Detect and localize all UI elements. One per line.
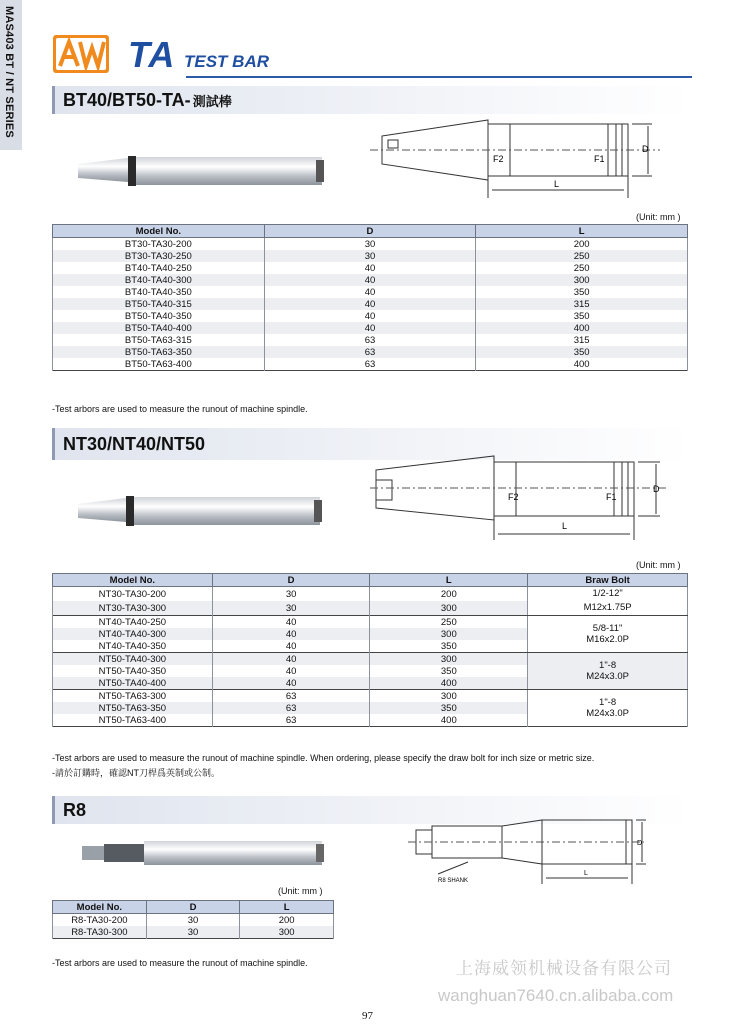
bt-section-marker [52, 86, 55, 114]
d-cell: 30 [264, 250, 476, 262]
bolt-cell [528, 690, 688, 727]
d-cell: 63 [212, 714, 370, 727]
nt-col-l: L [370, 574, 528, 587]
model-cell: BT50-TA63-400 [53, 358, 265, 371]
l-cell: 400 [370, 714, 528, 727]
model-cell: BT50-TA40-400 [53, 322, 265, 334]
footer-company: 上海威领机械设备有限公司 [456, 959, 672, 978]
side-tab [0, 0, 22, 150]
d-cell: 30 [146, 914, 240, 927]
nt-bar-photo [72, 490, 334, 534]
bolt-inch: 1"-8 [599, 660, 617, 671]
bolt-inch: 5/8-11" [592, 623, 623, 634]
d-cell: 30 [212, 601, 370, 616]
d-cell: 63 [264, 334, 476, 346]
nt-diagram-l: L [562, 521, 568, 531]
d-cell: 40 [212, 628, 370, 640]
r8-col-l: L [240, 901, 334, 914]
bt-bar-photo [70, 150, 340, 194]
bt-diagram-l: L [554, 179, 560, 189]
model-cell: NT50-TA40-300 [53, 653, 213, 666]
table-row [53, 250, 688, 262]
bolt-cell [528, 587, 688, 616]
footer-site: wanghuan7640.cn.alibaba.com [438, 986, 674, 1005]
bolt-metric: M24x3.0P [586, 708, 629, 719]
nt-col-model: Model No. [53, 574, 213, 587]
bt-table [52, 224, 688, 371]
bt-note: -Test arbors are used to measure the runout of machine spindle. [52, 404, 308, 414]
r8-col-model: Model No. [53, 901, 147, 914]
model-cell: BT50-TA40-350 [53, 310, 265, 322]
l-cell: 300 [370, 690, 528, 703]
model-cell: R8-TA30-200 [53, 914, 147, 927]
nt-col-d: D [212, 574, 370, 587]
bt-col-l: L [476, 225, 688, 238]
l-cell: 200 [476, 238, 688, 251]
l-cell: 250 [476, 262, 688, 274]
r8-table [52, 900, 334, 939]
r8-dimension-diagram [408, 812, 648, 888]
model-cell: BT30-TA30-250 [53, 250, 265, 262]
table-row [53, 914, 334, 927]
bolt-metric: M24x3.0P [586, 671, 629, 682]
d-cell: 30 [146, 926, 240, 939]
l-cell: 315 [476, 298, 688, 310]
table-row [53, 926, 334, 939]
nt-col-bolt: Braw Bolt [528, 574, 688, 587]
side-tab-label: MAS403 BT / NT SERIES [3, 6, 15, 138]
r8-diagram-l: L [584, 870, 588, 877]
bolt-cell [528, 616, 688, 653]
d-cell: 63 [212, 702, 370, 714]
model-cell: NT30-TA30-300 [53, 601, 213, 616]
l-cell: 400 [370, 677, 528, 690]
nt-section-marker [52, 428, 55, 460]
table-row [53, 358, 688, 371]
model-cell: NT50-TA63-350 [53, 702, 213, 714]
table-row [53, 310, 688, 322]
model-cell: NT30-TA30-200 [53, 587, 213, 602]
l-cell: 300 [240, 926, 334, 939]
table-row [53, 587, 688, 602]
bt-dimension-diagram [370, 110, 670, 202]
l-cell: 300 [370, 628, 528, 640]
nt-section-title: NT30/NT40/NT50 [63, 434, 206, 454]
bt-diagram-d: D [642, 144, 649, 154]
page-number: 97 [362, 1010, 373, 1022]
model-cell: BT40-TA40-350 [53, 286, 265, 298]
model-cell: BT40-TA40-250 [53, 262, 265, 274]
d-cell: 40 [212, 677, 370, 690]
table-row [53, 334, 688, 346]
brand-logo [52, 34, 110, 74]
d-cell: 40 [264, 274, 476, 286]
r8-col-d: D [146, 901, 240, 914]
model-cell: NT50-TA63-300 [53, 690, 213, 703]
bt-section-title [63, 90, 232, 111]
l-cell: 315 [476, 334, 688, 346]
table-row [53, 262, 688, 274]
bt-diagram-f2: F2 [493, 154, 504, 164]
model-cell: NT40-TA40-250 [53, 616, 213, 629]
l-cell: 350 [476, 310, 688, 322]
table-row [53, 346, 688, 358]
bolt-cell [528, 653, 688, 690]
d-cell: 40 [212, 616, 370, 629]
bolt-inch: 1/2-12" [592, 588, 623, 599]
l-cell: 200 [370, 587, 528, 602]
r8-diagram-shank: R8 SHANK [438, 878, 469, 884]
model-cell: R8-TA30-300 [53, 926, 147, 939]
model-cell: BT50-TA63-315 [53, 334, 265, 346]
r8-section-marker [52, 796, 55, 824]
d-cell: 40 [264, 310, 476, 322]
table-row [53, 238, 688, 251]
r8-bar-photo [80, 838, 330, 868]
r8-diagram-d: D [637, 840, 643, 847]
nt-note: -Test arbors are used to measure the runout of machine spindle. When ordering, please specify the draw bolt for inch size or metric size. [52, 753, 595, 763]
model-cell: NT40-TA40-350 [53, 640, 213, 653]
bt-title-text: BT40/BT50-TA- [63, 90, 191, 110]
nt-unit: (Unit: mm ) [636, 560, 681, 570]
model-cell: BT30-TA30-200 [53, 238, 265, 251]
bolt-inch: 1"-8 [599, 697, 617, 708]
table-row [53, 616, 688, 629]
d-cell: 40 [264, 298, 476, 310]
brand-subtitle: TEST BAR [184, 52, 269, 71]
bt-title-cn: 測試棒 [192, 94, 232, 109]
d-cell: 63 [264, 346, 476, 358]
d-cell: 40 [212, 665, 370, 677]
brand-title: TA [128, 34, 176, 75]
d-cell: 63 [264, 358, 476, 371]
l-cell: 400 [476, 358, 688, 371]
l-cell: 400 [476, 322, 688, 334]
l-cell: 350 [370, 665, 528, 677]
l-cell: 300 [370, 653, 528, 666]
l-cell: 300 [370, 601, 528, 616]
bolt-metric: M12x1.75P [583, 602, 632, 613]
d-cell: 40 [264, 322, 476, 334]
table-row [53, 274, 688, 286]
l-cell: 350 [370, 702, 528, 714]
table-row [53, 322, 688, 334]
l-cell: 250 [370, 616, 528, 629]
model-cell: BT40-TA40-300 [53, 274, 265, 286]
l-cell: 250 [476, 250, 688, 262]
nt-diagram-d: D [653, 484, 660, 494]
r8-note: -Test arbors are used to measure the runout of machine spindle. [52, 958, 308, 968]
table-row [53, 286, 688, 298]
d-cell: 30 [264, 238, 476, 251]
l-cell: 200 [240, 914, 334, 927]
nt-note-cn: -請於訂購時，確認NT刀桿爲英制或公制。 [52, 768, 220, 778]
model-cell: NT40-TA40-300 [53, 628, 213, 640]
d-cell: 40 [264, 262, 476, 274]
d-cell: 40 [212, 640, 370, 653]
r8-section-title: R8 [63, 800, 87, 820]
model-cell: BT50-TA40-315 [53, 298, 265, 310]
model-cell: NT50-TA63-400 [53, 714, 213, 727]
d-cell: 30 [212, 587, 370, 602]
table-row [53, 690, 688, 703]
bolt-metric: M16x2.0P [586, 634, 629, 645]
l-cell: 350 [476, 346, 688, 358]
bt-diagram-f1: F1 [594, 154, 605, 164]
l-cell: 300 [476, 274, 688, 286]
l-cell: 350 [476, 286, 688, 298]
d-cell: 63 [212, 690, 370, 703]
d-cell: 40 [212, 653, 370, 666]
bt-col-d: D [264, 225, 476, 238]
nt-dimension-diagram [370, 450, 670, 542]
r8-unit: (Unit: mm ) [278, 886, 323, 896]
brand-underline [186, 76, 692, 78]
bt-unit: (Unit: mm ) [636, 212, 681, 222]
d-cell: 40 [264, 286, 476, 298]
nt-diagram-f2: F2 [508, 492, 519, 502]
bt-col-model: Model No. [53, 225, 265, 238]
table-row [53, 298, 688, 310]
model-cell: BT50-TA63-350 [53, 346, 265, 358]
nt-table [52, 573, 688, 727]
nt-diagram-f1: F1 [606, 492, 617, 502]
l-cell: 350 [370, 640, 528, 653]
model-cell: NT50-TA40-350 [53, 665, 213, 677]
table-row [53, 653, 688, 666]
model-cell: NT50-TA40-400 [53, 677, 213, 690]
